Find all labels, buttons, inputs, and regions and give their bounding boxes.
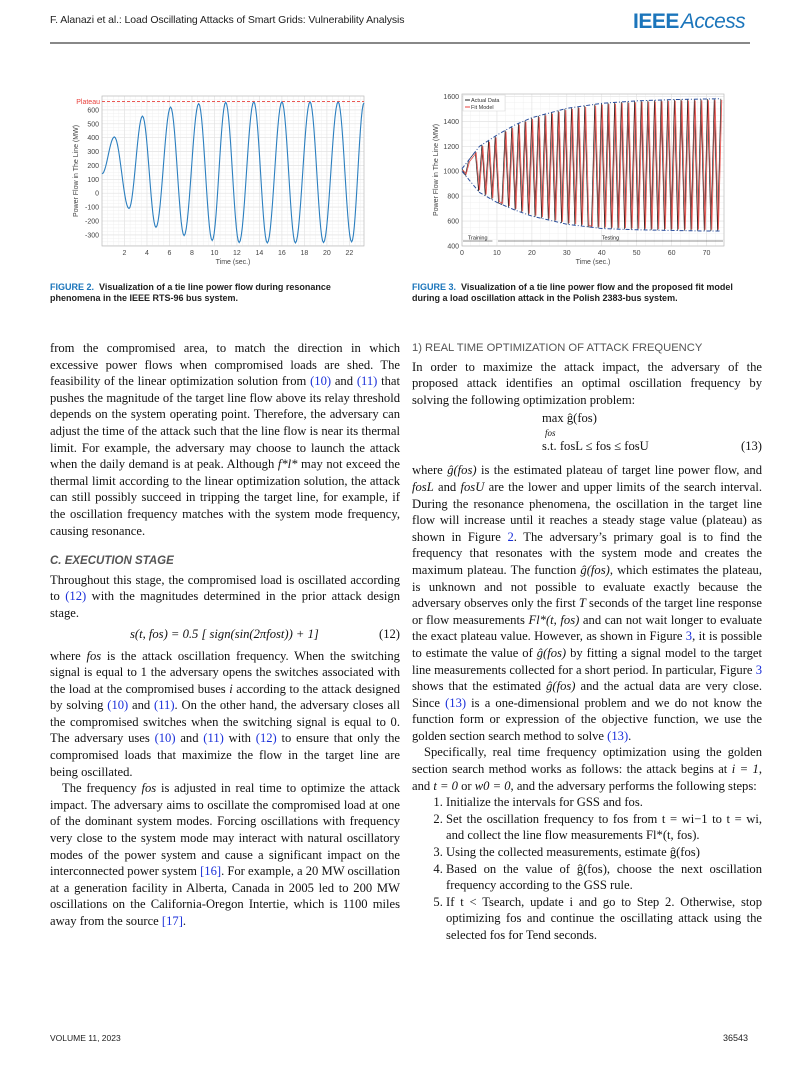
y-tick-label: 100: [87, 176, 99, 184]
figure-3: [420, 86, 740, 266]
figure-2: [60, 86, 380, 266]
text-run: and: [175, 731, 204, 746]
annotation-label: Testing: [601, 235, 620, 242]
text-run: , and the adversary performs the following steps:: [510, 778, 757, 793]
subsection-heading: 1) REAL TIME OPTIMIZATION OF ATTACK FREQUENCY: [412, 342, 703, 354]
math-inline: fosU: [460, 479, 485, 494]
x-tick-label: 6: [167, 250, 172, 257]
plateau-label: Plateau: [76, 99, 100, 107]
math-inline: ĝ(fos): [546, 679, 576, 694]
math-inline: i = 1: [731, 762, 759, 777]
figure-2-caption-text: Visualization of a tie line power flow during resonance phenomena in the IEEE RTS-96 bus system.: [50, 282, 331, 303]
gss-steps-list: [412, 794, 762, 943]
x-tick-label: 8: [190, 250, 194, 257]
text-run: to ensure that only the compromised loads that maximize the flow in the target line are being oscillated.: [50, 731, 400, 779]
volume-label: VOLUME 11, 2023: [50, 1033, 121, 1043]
ieee-access-logo: [633, 10, 745, 34]
citation-link[interactable]: (10): [154, 731, 176, 746]
right-para-1: In order to maximize the attack impact, the adversary of the proposed attack identifies an optimal oscillation frequency by solving the following optimization problem:: [412, 359, 762, 407]
text-run: and the actual data are very close. Since: [412, 679, 762, 710]
text-run: Specifically, real time frequency optimization using the golden section search method works as follows: the attack begins at: [412, 745, 762, 777]
text-run: , which estimates the plateau, is unknown and not possible to evaluate exactly because the adversary observes only the first: [412, 562, 763, 611]
x-tick-label: 20: [527, 250, 536, 257]
y-tick-label: -200: [84, 218, 99, 226]
math-inline: fos: [141, 781, 157, 796]
figure-2-caption: [50, 282, 380, 304]
text-run: . For example, a 20 MW oscillation at a generation facility in Alberta, Canada in 2005 led to 200 MW oscillations on the California-Oregon Intertie, which is 1100 miles away from the source: [50, 864, 400, 928]
citation-link[interactable]: (12): [255, 731, 277, 746]
legend-entry: Fit Model: [471, 105, 494, 111]
text-run: where: [412, 463, 448, 478]
legend: [463, 95, 505, 111]
citation-link[interactable]: [17]: [161, 914, 183, 928]
citation-link[interactable]: (11): [154, 698, 175, 713]
x-axis-label: Time (sec.): [215, 259, 251, 266]
right-column: [412, 340, 762, 944]
y-tick-label: 1000: [443, 168, 459, 176]
equation-13-objective: max ĝ(fos): [542, 411, 597, 426]
x-tick-label: 22: [345, 250, 354, 257]
right-para-3: [412, 744, 762, 794]
math-inline: f*l*: [277, 457, 298, 472]
y-axis-label: Power Flow in The Line (MW): [433, 123, 440, 217]
math-inline: t = 0: [433, 778, 458, 793]
left-para-1: [50, 340, 400, 539]
y-tick-label: 300: [87, 149, 99, 157]
logo-ieee: IEEE: [633, 10, 679, 33]
citation-link[interactable]: 3: [685, 629, 693, 644]
equation-12-body: s(t, fos) = 0.5 [ sign(sin(2πfost)) + 1]: [130, 626, 319, 641]
y-axis-label: Power Flow in The Line (MW): [73, 124, 80, 218]
text-run: where: [50, 648, 87, 663]
x-tick-label: 20: [322, 250, 331, 257]
text-run: may not exceed the thermal limit according to the linear optimization solution, the attack can still possibly succeed in tripping the target line, for example, if the oscillation frequency matches with the system mode frequency, causing resonance.: [50, 457, 400, 538]
x-tick-label: 16: [278, 250, 286, 257]
citation-link[interactable]: (11): [356, 374, 378, 389]
text-run: from the compromised area, to match the direction in which excessive power flows when compromised loads are shed. The feasibility of the linear optimization solution from: [50, 341, 400, 389]
gss-step: 1. Initialize the intervals for GSS and fos.: [446, 794, 762, 811]
text-run: .: [628, 728, 632, 743]
text-run: , and: [412, 762, 762, 793]
math-inline: ĝ(fos): [580, 562, 610, 577]
gss-step: 2. Set the oscillation frequency to fos from t = wi−1 to t = wi, and collect the line flow measurements Fl*(t, fos).: [446, 811, 762, 844]
x-tick-label: 0: [460, 250, 464, 257]
left-para-4: [50, 780, 400, 929]
text-run: and can not wait longer to evaluate the exact plateau value. However, as shown in Figure: [412, 612, 762, 644]
y-tick-label: -100: [84, 204, 99, 212]
y-tick-label: 1400: [443, 118, 459, 126]
left-para-3: [50, 648, 400, 781]
y-tick-label: 800: [447, 193, 459, 201]
annotation-label: Training: [467, 235, 488, 242]
x-tick-label: 30: [562, 250, 571, 257]
running-title: F. Alanazi et al.: Load Oscillating Attacks of Smart Grids: Vulnerability Analysis: [50, 14, 405, 26]
y-tick-label: 1200: [443, 143, 459, 151]
text-run: according to the attack designed by solving: [50, 681, 400, 713]
figure-3-label: FIGURE 3.: [412, 282, 457, 292]
gss-step: 3. Using the collected measurements, estimate ĝ(fos): [446, 844, 762, 861]
math-inline: fosL: [412, 479, 434, 494]
equation-13-variable: fos: [545, 428, 556, 439]
text-run: or: [457, 778, 475, 793]
y-tick-label: 400: [87, 135, 99, 143]
gss-step: 5. If t < Tsearch, update i and go to Step 2. Otherwise, stop optimizing fos and continue the oscillating attack using the selected fos for Tend seconds.: [446, 894, 762, 944]
y-tick-label: 500: [87, 121, 99, 129]
text-run: . On the other hand, the adversary closes all the compromised switches when the switching signal is equal to 0. The adversary uses: [50, 698, 400, 746]
equation-12: [50, 622, 400, 648]
figure-3-caption-text: Visualization of a tie line power flow and the proposed fit model during a load oscillation attack in the Polish 2383-bus system.: [412, 282, 733, 303]
equation-13-number: (13): [741, 439, 762, 454]
x-tick-label: 70: [702, 250, 711, 257]
y-tick-label: 600: [447, 218, 459, 226]
x-tick-label: 40: [597, 250, 606, 257]
text-run: . The adversary’s primary goal is to find the frequency that resonates with the system mode and creates the maximum plateau. The function: [412, 529, 762, 577]
header-rule: [50, 42, 750, 44]
citation-link[interactable]: [16]: [200, 864, 222, 879]
x-tick-label: 12: [233, 250, 241, 257]
figure-2-chart: [60, 86, 380, 266]
citation-link[interactable]: (10): [310, 374, 332, 389]
x-tick-label: 10: [210, 250, 219, 257]
citation-link[interactable]: (10): [107, 698, 129, 713]
math-inline: T: [578, 596, 586, 611]
text-run: and: [331, 374, 357, 389]
x-tick-label: 14: [255, 250, 264, 257]
text-run: and: [128, 698, 155, 713]
text-run: with: [223, 731, 256, 746]
y-tick-label: 1600: [443, 93, 459, 101]
legend-entry: Actual Data: [471, 98, 500, 104]
figure-3-chart: [420, 86, 740, 266]
math-inline: Fl*(t, fos): [528, 612, 580, 627]
text-run: and: [433, 479, 461, 494]
text-run: is a one-dimensional problem and we do not know the function form or expression of the objective function, we use the golden section search method to solve: [412, 695, 762, 743]
x-tick-label: 60: [667, 250, 676, 257]
figure-2-label: FIGURE 2.: [50, 282, 95, 292]
right-para-2: [412, 462, 762, 744]
x-axis-label: Time (sec.): [575, 259, 611, 266]
citation-link[interactable]: 3: [755, 662, 762, 677]
text-run: is the attack oscillation frequency. When the switching signal is equal to 1 the adversary opens the switches associated with the load at the compromised buses: [50, 648, 400, 696]
y-tick-label: 200: [87, 162, 99, 170]
math-inline: ĝ(fos): [447, 463, 477, 478]
text-run: seconds of the target line response or flow measurements: [412, 596, 762, 627]
text-run: with the magnitudes determined in the prior attack design stage.: [50, 589, 400, 620]
gss-step: 4. Based on the value of ĝ(fos), choose the next oscillation frequency according to the GSS rule.: [446, 861, 762, 894]
y-tick-label: 400: [447, 243, 459, 251]
left-para-2: [50, 572, 400, 622]
x-tick-label: 10: [493, 250, 501, 257]
text-run: is adjusted in real time to optimize the attack impact. The adversary aims to oscillate the compromised load at one of the dominant system modes. Forcing oscillations with frequency very close to the system mode may interact with natural oscillatory modes of the power system and cause a significant impact on the interconnected power system: [50, 781, 400, 879]
text-run: by fitting a signal model to the target line measurements collected for a short period. In particular, Figure: [412, 645, 762, 677]
text-run: is the estimated plateau of target line power flow, and: [476, 463, 762, 478]
x-tick-label: 2: [122, 250, 127, 257]
text-run: Throughout this stage, the compromised load is oscillated according to: [50, 572, 400, 604]
y-tick-label: 0: [95, 190, 99, 198]
math-inline: fos: [86, 648, 102, 663]
math-inline: i: [229, 681, 233, 696]
section-heading-execution-stage: C. EXECUTION STAGE: [50, 555, 174, 568]
text-run: are the lower and upper limits of the search interval. During the resonance phenomena, the oscillation in the target line flow will increase until it reaches a steady stage value (plateau) as shown in Figure: [412, 479, 762, 544]
citation-link[interactable]: (13): [445, 695, 467, 710]
equation-13: [412, 408, 762, 462]
x-tick-label: 18: [300, 250, 309, 257]
citation-link[interactable]: 2: [507, 529, 514, 544]
y-tick-label: -300: [84, 232, 99, 240]
logo-access: Access: [680, 10, 745, 33]
text-run: .: [182, 914, 187, 928]
citation-link[interactable]: (11): [203, 731, 224, 746]
citation-link[interactable]: (12): [65, 589, 87, 604]
page-number: 36543: [722, 1033, 748, 1043]
x-tick-label: 50: [632, 250, 641, 257]
math-inline: w0 = 0: [474, 778, 511, 793]
figure-3-caption: [412, 282, 757, 304]
text-run: The frequency: [62, 781, 142, 796]
x-tick-label: 4: [145, 250, 149, 257]
left-column: [50, 340, 400, 930]
y-tick-label: 600: [87, 107, 99, 115]
equation-12-number: (12): [379, 626, 400, 641]
equation-13-constraint: s.t. fosL ≤ fos ≤ fosU: [542, 439, 649, 454]
math-inline: ĝ(fos): [536, 645, 567, 660]
text-run: , it is possible to estimate the value of: [412, 629, 762, 660]
text-run: shows that the estimated: [412, 679, 547, 694]
citation-link[interactable]: (13): [607, 728, 629, 743]
text-run: that pushes the magnitude of the target line flow above its relay threshold depends on the system operating point. Therefore, the adversary can adjust the time of the attack such that the line flow is near its thermal limit. For example, the adversary may choose to launch the attack when the daily demand is at peak. Although: [50, 374, 400, 472]
